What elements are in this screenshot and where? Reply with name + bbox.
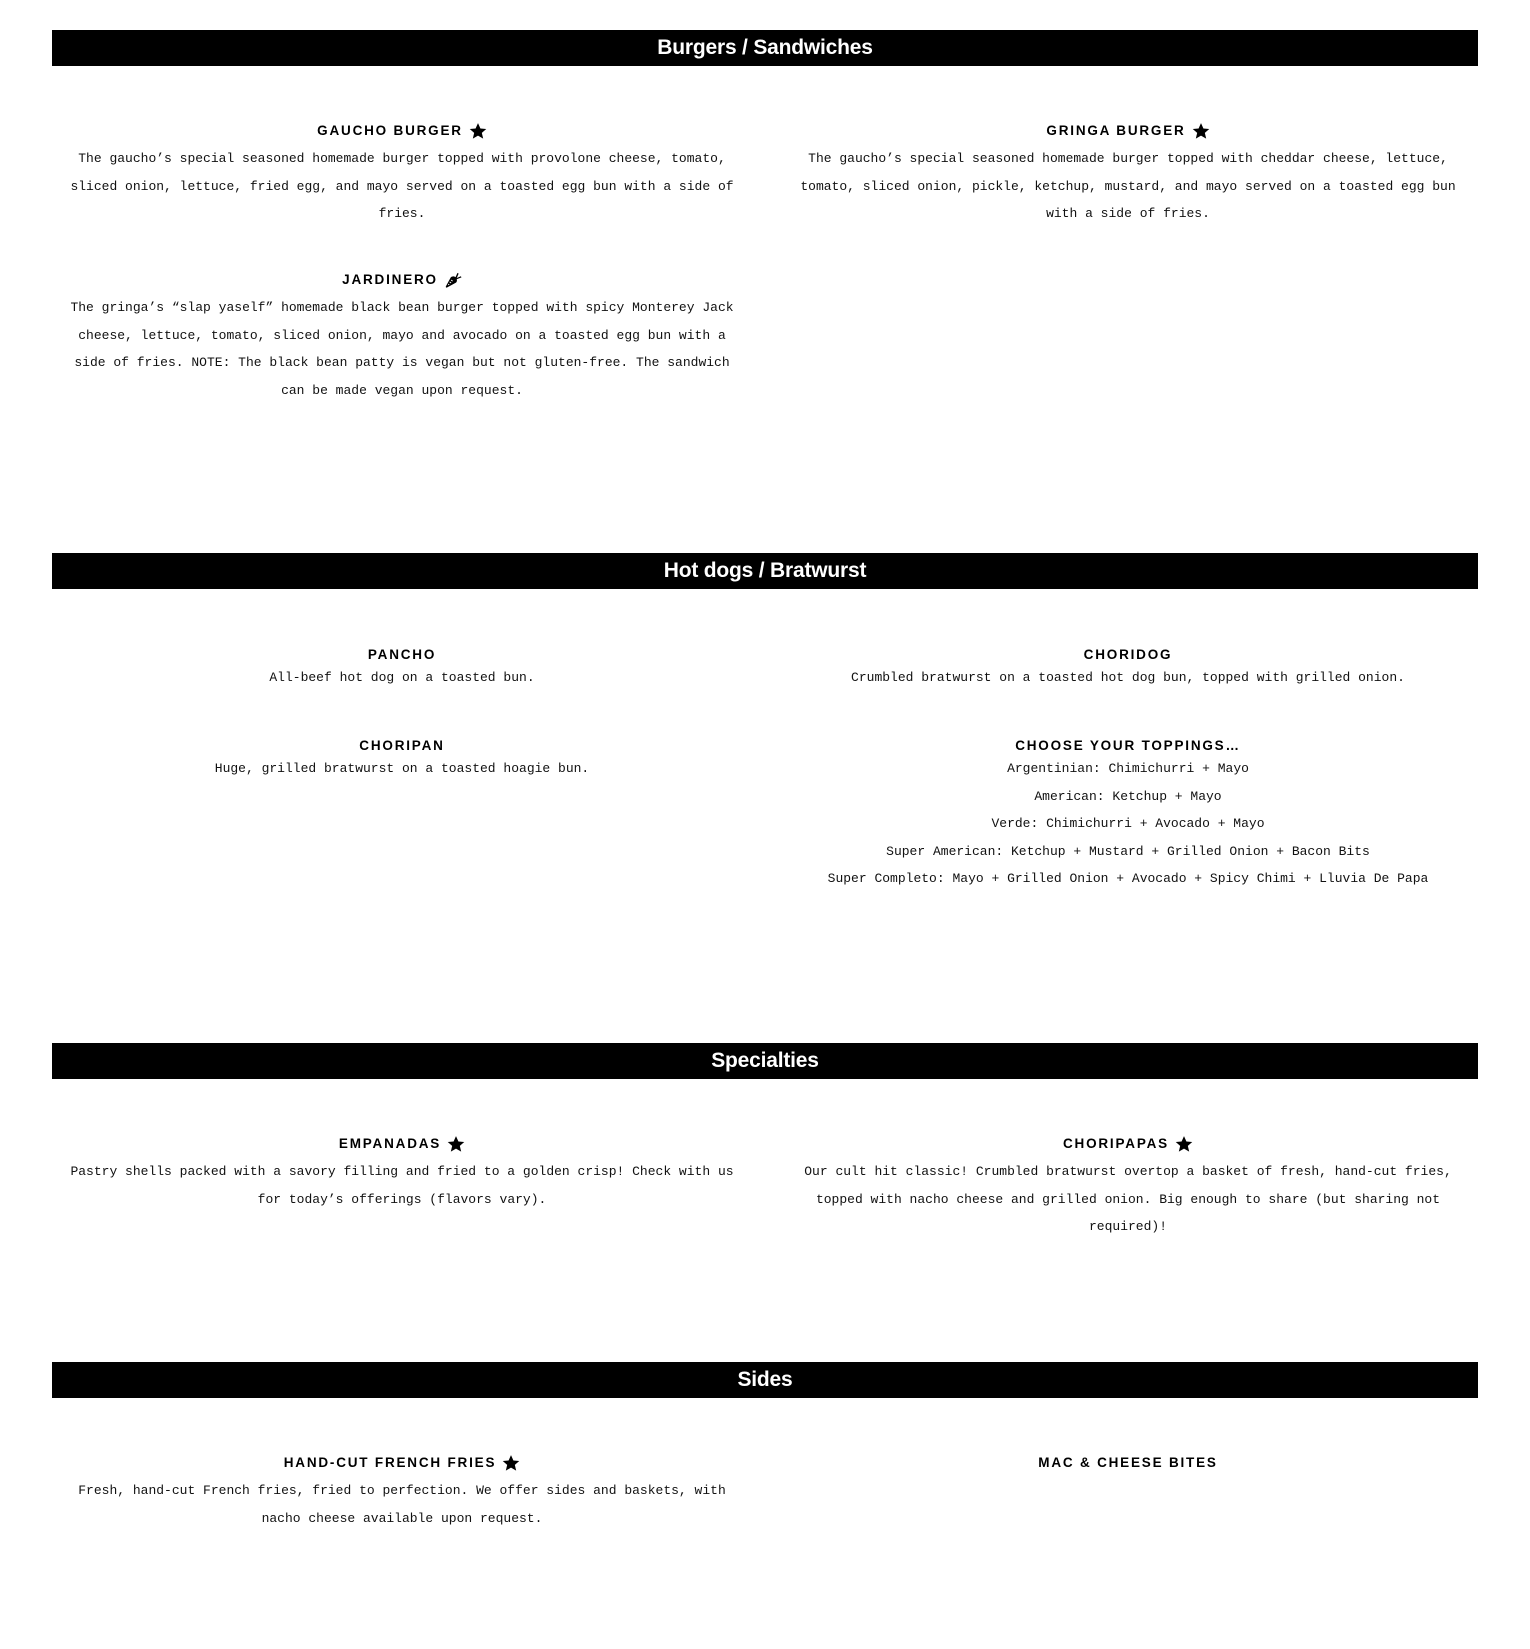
star-icon bbox=[1175, 1135, 1193, 1153]
item-name: CHORIPAPAS bbox=[1062, 1136, 1169, 1151]
item-name: CHORIDOG bbox=[1083, 647, 1173, 662]
carrot-icon bbox=[444, 271, 462, 289]
topping-option: American: Ketchup + Mayo bbox=[1034, 788, 1222, 804]
menu-item-choridog bbox=[778, 646, 1478, 692]
item-name: PANCHO bbox=[367, 647, 437, 662]
section-header-hot-dogs bbox=[52, 553, 1478, 589]
menu-item-mac-cheese-bites bbox=[778, 1454, 1478, 1472]
menu-item-gringa-burger bbox=[778, 122, 1478, 228]
topping-option: Super American: Ketchup + Mustard + Grilled Onion + Bacon Bits bbox=[886, 843, 1370, 859]
star-icon bbox=[447, 1135, 465, 1153]
item-description: The gaucho’s special seasoned homemade burger topped with cheddar cheese, lettuce, tomato, sliced onion, pickle, ketchup, mustard, and mayo served on a toasted egg bun with a side of fries. bbox=[800, 151, 1456, 221]
topping-option: Argentinian: Chimichurri + Mayo bbox=[1007, 761, 1249, 776]
star-icon bbox=[1192, 122, 1210, 140]
item-name: CHORIPAN bbox=[359, 738, 445, 753]
item-description: Huge, grilled bratwurst on a toasted hoagie bun. bbox=[214, 761, 590, 776]
item-name: HAND-CUT FRENCH FRIES bbox=[283, 1455, 497, 1470]
item-name: GRINGA BURGER bbox=[1046, 123, 1186, 138]
item-name: MAC & CHEESE BITES bbox=[1038, 1455, 1218, 1470]
menu-item-choripan bbox=[52, 737, 752, 783]
menu-item-pancho bbox=[52, 646, 752, 692]
item-name: CHOOSE YOUR TOPPINGS… bbox=[1015, 738, 1241, 753]
section-title: Burgers / Sandwiches bbox=[657, 36, 873, 59]
item-name: EMPANADAS bbox=[338, 1136, 442, 1151]
toppings-list bbox=[778, 755, 1478, 893]
star-icon bbox=[469, 122, 487, 140]
item-description: Pastry shells packed with a savory filling and fried to a golden crisp! Check with us for today’s offerings (flavors vary). bbox=[70, 1164, 734, 1207]
menu-item-empanadas bbox=[52, 1135, 752, 1213]
section-header-specialties bbox=[52, 1043, 1478, 1079]
item-description: The gringa’s “slap yaself” homemade black bean burger topped with spicy Monterey Jack cheese, lettuce, tomato, sliced onion, mayo and avocado on a toasted egg bun with a side of fries. NOTE: The black bean patty is vegan but not gluten-free. The sandwich can be made vegan upon request. bbox=[70, 300, 734, 398]
topping-option: Super Completo: Mayo + Grilled Onion + Avocado + Spicy Chimi + Lluvia De Papa bbox=[827, 871, 1429, 886]
item-description: Crumbled bratwurst on a toasted hot dog bun, topped with grilled onion. bbox=[851, 670, 1405, 685]
item-description: Fresh, hand-cut French fries, fried to perfection. We offer sides and baskets, with nacho cheese available upon request. bbox=[78, 1483, 726, 1526]
menu-item-french-fries bbox=[52, 1454, 752, 1532]
menu-item-gaucho-burger bbox=[52, 122, 752, 228]
item-name: GAUCHO BURGER bbox=[317, 123, 463, 138]
menu-item-jardinero bbox=[52, 271, 752, 404]
section-header-burgers bbox=[52, 30, 1478, 66]
section-title: Specialties bbox=[711, 1049, 819, 1072]
section-header-sides bbox=[52, 1362, 1478, 1398]
item-description: All-beef hot dog on a toasted bun. bbox=[269, 670, 535, 685]
menu-item-choripapas bbox=[778, 1135, 1478, 1241]
star-icon bbox=[502, 1454, 520, 1472]
item-description: The gaucho’s special seasoned homemade burger topped with provolone cheese, tomato, sliced onion, lettuce, fried egg, and mayo served on a toasted egg bun with a side of fries. bbox=[70, 151, 734, 221]
item-name: JARDINERO bbox=[342, 272, 438, 287]
section-title: Sides bbox=[737, 1368, 793, 1391]
topping-option: Verde: Chimichurri + Avocado + Mayo bbox=[991, 816, 1265, 831]
menu-item-toppings bbox=[778, 737, 1478, 893]
item-description: Our cult hit classic! Crumbled bratwurst overtop a basket of fresh, hand-cut fries, topped with nacho cheese and grilled onion. Big enough to share (but sharing not required)! bbox=[804, 1164, 1452, 1234]
section-title: Hot dogs / Bratwurst bbox=[663, 559, 867, 582]
